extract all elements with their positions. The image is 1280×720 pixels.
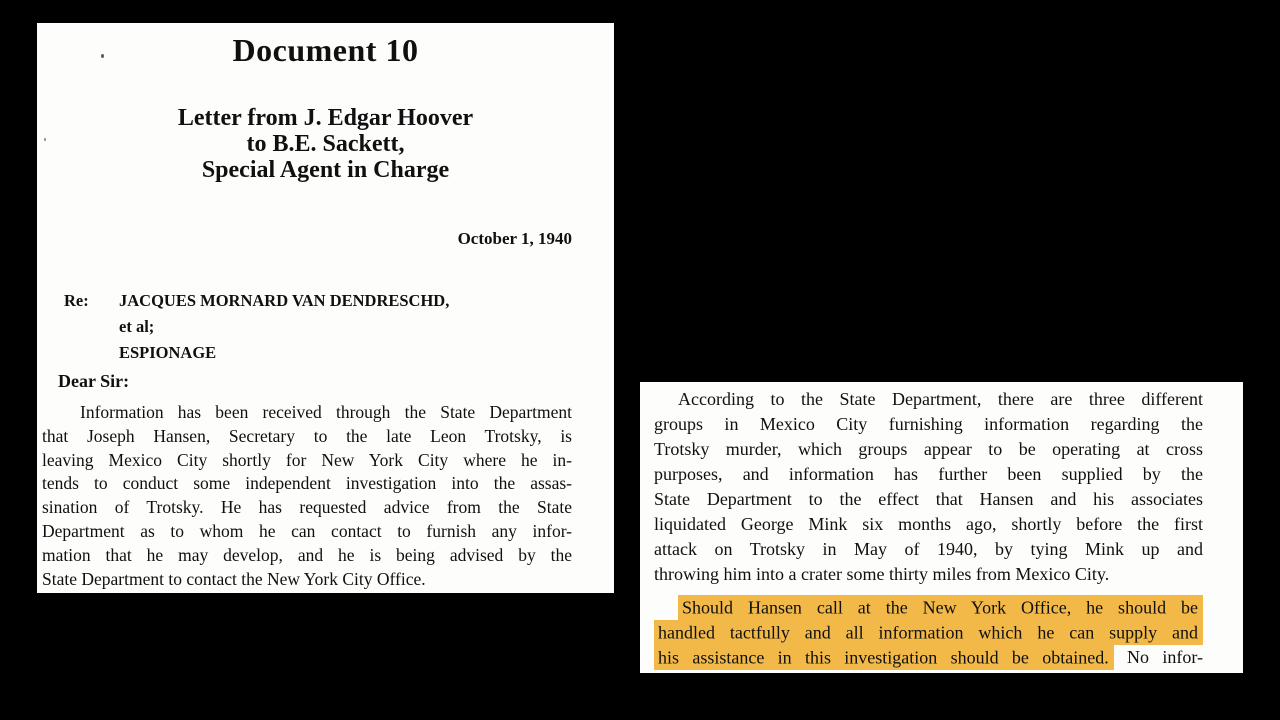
- re-label: Re:: [64, 291, 89, 310]
- subtitle-line: Letter from J. Edgar Hoover: [177, 105, 474, 131]
- mixed-highlight-line: [654, 645, 1203, 670]
- body-line: attack on Trotsky in May of 1940, by tying Mink up and: [654, 539, 1203, 559]
- continuation-paragraph: [654, 387, 1203, 587]
- subtitle-line: Special Agent in Charge: [201, 157, 450, 183]
- body-line: Department as to whom he can contact to furnish any infor-: [42, 520, 572, 541]
- letter-body-paragraph: [37, 401, 614, 591]
- scan-speck: [101, 54, 104, 58]
- salutation: Dear Sir:: [58, 371, 130, 391]
- body-line: State Department to the effect that Hansen and his associates: [654, 489, 1203, 509]
- body-line: that Joseph Hansen, Secretary to the late Leon Trotsky, is: [42, 425, 572, 446]
- re-subject-line: JACQUES MORNARD VAN DENDRESCHD,: [119, 291, 450, 310]
- body-line: purposes, and information has further been supplied by the: [654, 464, 1203, 484]
- unhighlighted-text: No infor-: [1113, 647, 1204, 667]
- right-page-body: [640, 382, 1243, 670]
- re-subject: [119, 288, 449, 366]
- body-line: sination of Trotsky. He has requested advice from the State: [42, 497, 572, 518]
- re-subject-line: ESPIONAGE: [119, 343, 217, 362]
- highlighted-line: [654, 595, 1203, 620]
- body-line: State Department to contact the New York City Office.: [42, 568, 426, 589]
- body-line: tends to conduct some independent investigation into the assas-: [42, 473, 572, 494]
- subtitle-line: to B.E. Sackett,: [246, 131, 405, 157]
- document-page-right: [640, 382, 1243, 673]
- body-line: leaving Mexico City shortly for New York City where he in-: [42, 449, 572, 470]
- letter-date: October 1, 1940: [457, 229, 572, 248]
- highlight-mark: his assistance in this investigation should be obtained.: [654, 645, 1114, 671]
- re-block: [37, 288, 614, 366]
- body-line: liquidated George Mink six months ago, shortly before the first: [654, 514, 1203, 534]
- body-line: Information has been received through the State Department: [80, 402, 572, 422]
- body-line: throwing him into a crater some thirty miles from Mexico City.: [654, 564, 1110, 584]
- highlight-mark: Should Hansen call at the New York Office, he should be: [678, 595, 1203, 621]
- scan-speck: [44, 138, 46, 141]
- re-subject-line: et al;: [119, 317, 155, 336]
- highlighted-paragraph: [654, 595, 1203, 670]
- document-page-left: [37, 23, 614, 593]
- body-line: Trotsky murder, which groups appear to be operating at cross: [654, 439, 1203, 459]
- body-line: mation that he may develop, and he is being advised by the: [42, 544, 572, 565]
- highlight-mark: handled tactfully and all information which he can supply and: [654, 620, 1203, 646]
- body-line: groups in Mexico City furnishing information regarding the: [654, 414, 1203, 434]
- document-title: Document 10: [232, 32, 419, 68]
- highlighted-line: [654, 620, 1203, 645]
- body-line: According to the State Department, there are three different: [678, 389, 1203, 409]
- document-subtitle: [37, 105, 614, 183]
